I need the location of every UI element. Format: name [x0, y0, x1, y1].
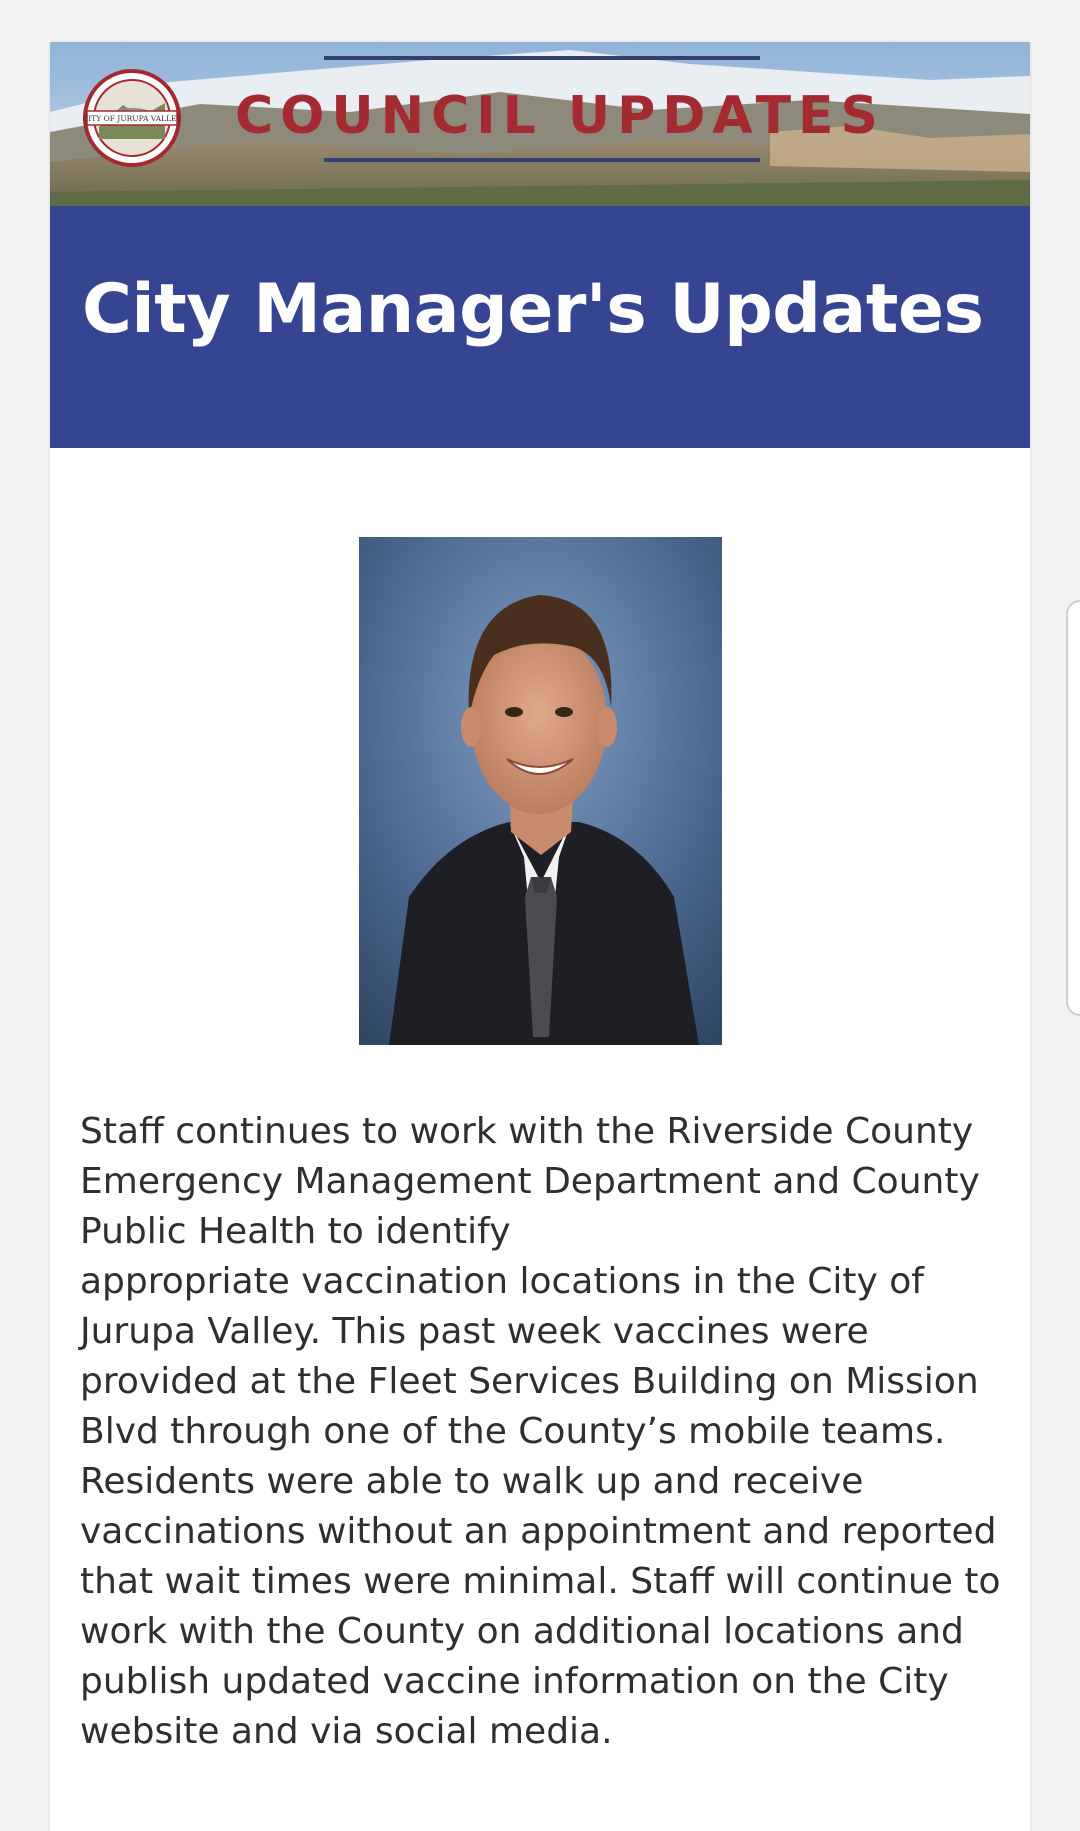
article-body: Staff continues to work with the Riverside County Emergency Management Department and County Public Health to identify appropriate vaccination locations in the City of Jurupa Valley. This past week vaccines were provided at the Fleet Services Building on Mission Blvd through one of the County’s mobile teams. Residents were able to walk up and receive vaccinations without an appointment and reported that wait times were minimal. Staff will continue to work with the County on additional locations and publish updated vaccine information on the City website and via social media. [80, 1111, 1001, 1752]
page-title: City Manager's Updates [82, 270, 984, 349]
banner-bottom-rule [324, 158, 760, 162]
scroll-handle[interactable] [1066, 600, 1080, 1016]
banner-title: COUNCIL UPDATES [235, 86, 886, 146]
newsletter-card [50, 42, 1030, 1831]
banner-top-rule [324, 56, 760, 60]
section-header [50, 206, 1030, 448]
city-manager-portrait [359, 537, 722, 1045]
portrait-photo-icon [359, 537, 722, 1045]
svg-text:CITY OF JURUPA VALLEY: CITY OF JURUPA VALLEY [83, 114, 181, 123]
city-seal-icon [83, 69, 181, 167]
council-updates-banner [50, 42, 1030, 206]
